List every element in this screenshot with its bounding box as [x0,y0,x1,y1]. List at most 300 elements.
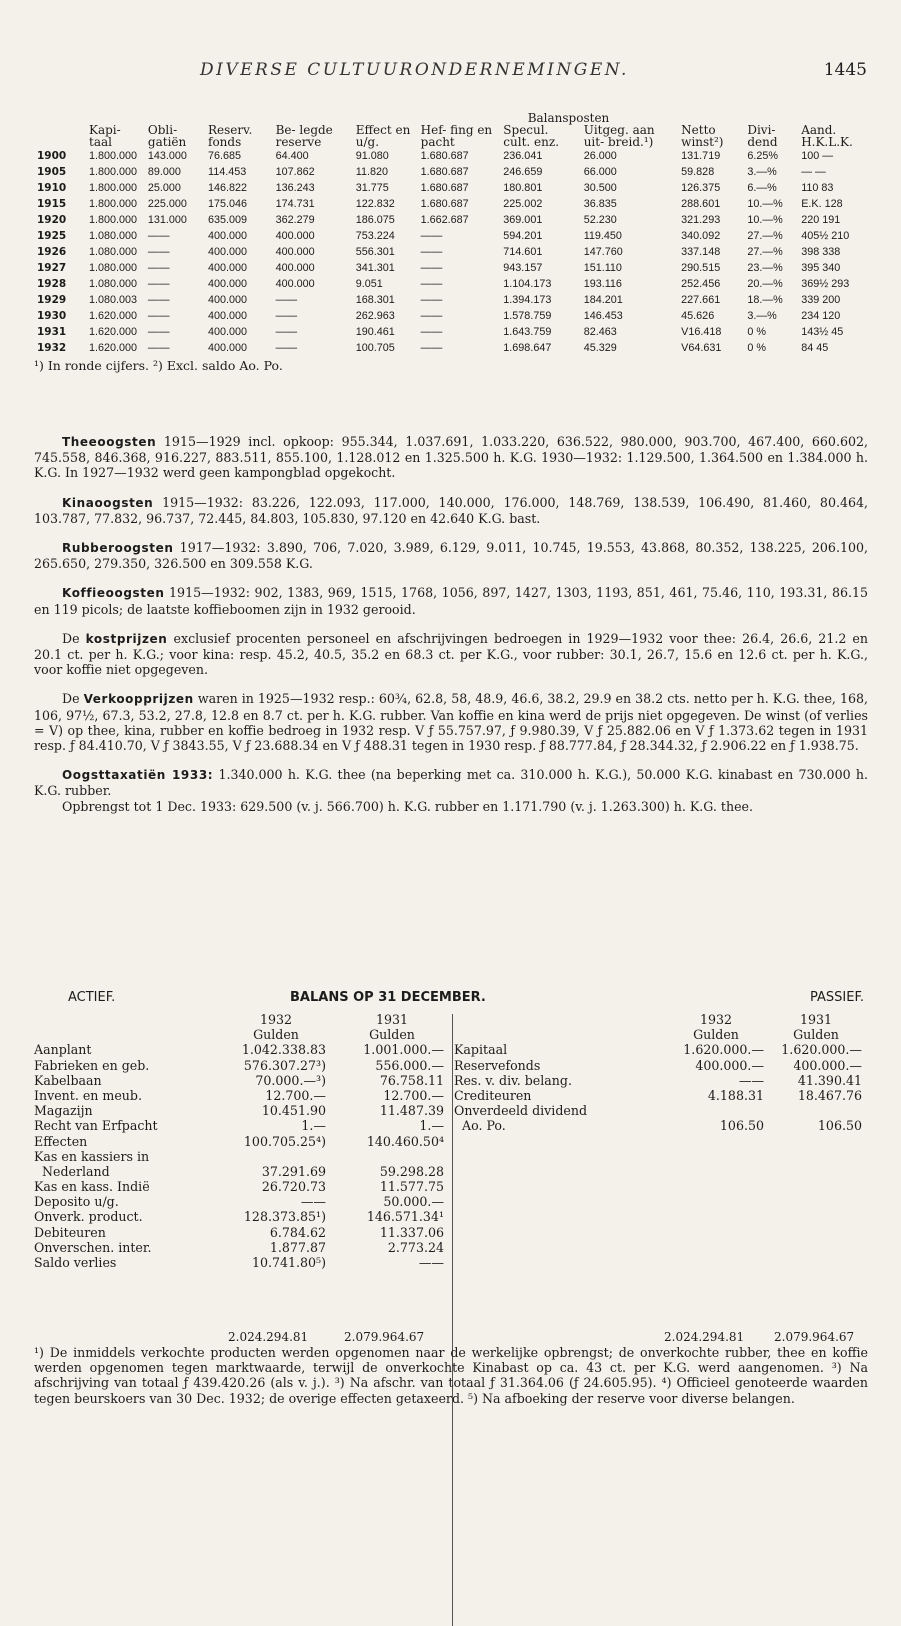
value-1931: 140.460.50⁴ [366,1133,444,1149]
year-cell: 1930 [37,310,67,322]
value-cell: —— [420,310,443,322]
year-cell: 1920 [37,214,67,226]
value-cell: 45.329 [583,342,617,354]
value-cell: 143.000 [147,150,187,162]
table-row [34,292,874,308]
unit-label: Gulden [693,1027,739,1043]
value-cell: 1.800.000 [89,166,138,178]
year-cell: 1905 [37,166,67,178]
column-header: Kapi- taal [89,123,121,149]
value-1931: 41.390.41 [797,1072,862,1088]
value-cell: 246.659 [503,166,543,178]
value-cell: 400.000 [208,326,248,338]
balance-item-label: Nederland [34,1163,110,1179]
value-1931: 11.337.06 [379,1224,444,1240]
value-cell: 400.000 [208,342,248,354]
value-1931: 146.571.34¹ [366,1209,444,1225]
balance-row [34,1103,450,1118]
value-cell: 1.080.000 [89,262,138,274]
paragraph-keyword: kostprijzen [85,631,168,646]
value-cell: 1.643.759 [503,326,552,338]
year-1931: 1931 [799,1012,833,1027]
paragraph [34,495,868,526]
column-header: Effect en u/g. [355,123,411,149]
paragraph-text: waren in 1925—1932 resp.: 60¾, 62.8, 58, 48.9, 46.6, 38.2, 29.9 en 38.2 cts. netto per h. K.G. thee, 168, 106, 97½, 67.3, 53.2, 27.8, 12.8 en 8.7 ct. per h. K.G. rubber. Van koffie en kina werd de prijs niet opgegeven. De winst (of verlies = V) op thee, kina, rubber en koffie bedroeg in 1932 resp. V ƒ 55.757.97, ƒ 9.980.39, V ƒ 25.882.06 en V ƒ 1.373.62 tegen in 1931 resp. ƒ 84.410.70, V ƒ 3843.55, V ƒ 23.688.34 en V ƒ 488.31 tegen in 1930 resp. ƒ 88.777.84, ƒ 28.344.32, ƒ 2.906.22 en ƒ 1.938.75. [34,691,868,754]
value-cell: 1.800.000 [89,198,138,210]
value-cell: 227.661 [681,294,721,306]
value-cell: 288.601 [681,198,721,210]
value-1931: 1.001.000.— [363,1042,444,1058]
value-cell: 6.—% [747,182,777,194]
value-cell: 6.25% [747,150,778,162]
paragraph-keyword: Verkoopprijzen [83,692,194,707]
value-cell: 10.—% [747,198,783,210]
column-header: Specul. cult. enz. [503,123,560,149]
value-1932: 1.620.000.— [683,1042,764,1058]
value-cell: 45.626 [681,310,715,322]
page-header [0,60,901,84]
value-cell: 180.801 [503,182,543,194]
value-cell: 23.—% [747,262,783,274]
value-cell: —— [147,342,170,354]
value-1932: 400.000.— [695,1057,764,1073]
value-cell: 337.148 [681,246,721,258]
balance-row [34,1209,450,1224]
value-1931: 11.577.75 [379,1179,444,1195]
value-1932: 6.784.62 [269,1224,326,1240]
value-cell: 3.—% [747,310,777,322]
value-cell: 9.051 [355,278,383,290]
value-cell: 1.104.173 [503,278,552,290]
value-cell: 66.000 [583,166,617,178]
balance-row [34,1088,450,1103]
value-cell: 100 — [801,150,833,162]
paragraph-extra: Opbrengst tot 1 Dec. 1933: 629.500 (v. j. 566.700) h. K.G. rubber en 1.171.790 (v. j. 1.263.300) h. K.G. thee. [62,798,754,814]
value-cell: 107.862 [275,166,315,178]
year-cell: 1927 [37,262,67,274]
year-cell: 1926 [37,246,67,258]
value-cell: 362.279 [275,214,315,226]
paragraph-text: 1915—1932: 83.226, 122.093, 117.000, 140.000, 176.000, 148.769, 138.539, 106.490, 81.460, 80.464, 103.787, 77.832, 96.737, 72.445, 84.803, 105.830, 97.120 en 42.640 K.G. bast. [34,494,868,526]
value-cell: 126.375 [681,182,721,194]
value-cell: 52.230 [583,214,617,226]
balance-item-label: Saldo verlies [34,1255,117,1270]
value-cell: 143½ 45 [801,326,844,338]
paragraph-keyword: Theeoogsten [62,435,157,449]
column-header: Netto winst²) [681,123,724,149]
value-cell: 400.000 [275,278,315,290]
value-cell: 1.680.687 [420,150,469,162]
value-cell: 30.500 [583,182,617,194]
value-cell: 1.578.759 [503,310,552,322]
value-cell: 64.400 [275,150,309,162]
value-cell: 1.680.687 [420,166,469,178]
value-cell: 20.—% [747,278,783,290]
unit-header-row [34,1027,450,1042]
column-header: Divi- dend [747,123,778,149]
year-cell: 1915 [37,198,67,210]
year-cell: 1900 [37,150,67,162]
paragraph-text: 1.340.000 h. K.G. thee (na beperking met ca. 310.000 h. K.G.), 50.000 K.G. kinabast en 730.000 h. K.G. rubber. [34,767,868,799]
value-1931: 76.758.11 [379,1072,444,1088]
balance-row [34,1255,450,1270]
column-header: Reserv. fonds [208,123,253,149]
value-cell: 119.450 [583,230,622,242]
value-cell: 1.698.647 [503,342,552,354]
column-header: Hef- fing en pacht [420,123,493,149]
value-cell: 1.080.000 [89,246,138,258]
value-cell: 369½ 293 [801,278,850,290]
value-1932: 1.877.87 [269,1239,326,1255]
value-cell: 1.080.003 [89,294,138,306]
value-cell: —— [147,230,170,242]
value-cell: V64.631 [681,342,722,354]
value-cell: 1.394.173 [503,294,552,306]
value-cell: 0 % [747,326,766,338]
value-cell: —— [275,294,298,306]
value-cell: 1.680.687 [420,182,469,194]
value-cell: 225.000 [147,198,187,210]
value-cell: 594.201 [503,230,543,242]
table-row [34,324,874,340]
value-cell: —— [420,230,443,242]
passief-label: PASSIEF. [810,990,864,1005]
value-cell: 395 340 [801,262,841,274]
value-1932: 37.291.69 [261,1163,326,1179]
value-cell: 146.822 [208,182,248,194]
value-cell: 36.835 [583,198,617,210]
value-cell: —— [420,294,443,306]
value-cell: 26.000 [583,150,617,162]
total-actief-1932: 2.024.294.81 [228,1330,309,1344]
year-header-row [454,1012,868,1027]
balance-item-label: Res. v. div. belang. [454,1072,572,1088]
value-cell: 0 % [747,342,766,354]
value-cell: 10.—% [747,214,783,226]
value-cell: 1.080.000 [89,230,138,242]
year-1932: 1932 [259,1012,293,1027]
balance-row [34,1164,450,1179]
paragraph-text: 1917—1932: 3.890, 706, 7.020, 3.989, 6.129, 9.011, 10.745, 19.553, 43.868, 80.352, 138.225, 206.100, 265.650, 279.350, 326.500 en 309.558 K.G. [34,540,868,572]
table-row [34,276,874,292]
value-1932: 26.720.73 [261,1179,326,1195]
value-cell: 136.243 [275,182,315,194]
column-header [34,124,86,148]
value-cell: 252.456 [681,278,721,290]
value-cell: 236.041 [503,150,543,162]
value-cell: 398 338 [801,246,841,258]
balance-item-label: Reservefonds [454,1057,541,1073]
table-row [34,180,874,196]
value-cell: —— [275,342,298,354]
balance-item-label: Recht van Erfpacht [34,1118,158,1134]
value-cell: 340.092 [681,230,721,242]
value-1931: 12.700.— [383,1087,444,1103]
year-cell: 1929 [37,294,67,306]
value-1931: 50.000.— [383,1194,444,1210]
value-cell: —— [420,262,443,274]
value-cell: 1.620.000 [89,342,138,354]
running-title: DIVERSE CULTUURONDERNEMINGEN. [200,60,629,80]
balance-row [34,1240,450,1255]
actief-label: ACTIEF. [68,990,116,1005]
value-cell: E.K. 128 [801,198,843,210]
value-cell: 400.000 [208,262,248,274]
balance-item-label: Fabrieken en geb. [34,1057,150,1073]
year-cell: 1928 [37,278,67,290]
value-cell: —— [147,278,170,290]
page-number: 1445 [823,60,867,80]
value-cell: 1.620.000 [89,310,138,322]
balance-row [34,1149,450,1164]
group-header: Balansposten [527,111,610,125]
value-cell: 91.080 [355,150,389,162]
value-cell: 89.000 [147,166,181,178]
value-cell: 341.301 [355,262,395,274]
balance-item-label: Onverschen. inter. [34,1239,152,1255]
value-cell: —— [420,246,443,258]
value-cell: —— [275,310,298,322]
value-cell: 1.800.000 [89,182,138,194]
value-cell: 220 191 [801,214,841,226]
value-cell: 114.453 [208,166,247,178]
paragraph-keyword: Rubberoogsten [62,541,174,556]
table-row [34,212,874,228]
balance-row [454,1088,868,1103]
value-1932: 100.705.25⁴) [243,1133,326,1149]
balance-item-label: Crediteuren [454,1087,532,1103]
value-1931: 556.000.— [375,1057,444,1073]
value-cell: 186.075 [355,214,395,226]
paragraph [34,691,868,753]
value-cell: —— [275,326,298,338]
value-1932: 106.50 [719,1118,764,1134]
value-cell: —— [147,294,170,306]
value-cell: 369.001 [503,214,543,226]
value-1932: —— [300,1194,326,1210]
year-cell: 1910 [37,182,67,194]
value-1932: 1.042.338.83 [241,1042,326,1058]
value-cell: 262.963 [355,310,395,322]
value-cell: 76.685 [208,150,242,162]
balance-item-label: Debiteuren [34,1224,106,1240]
value-cell: 147.760 [583,246,623,258]
value-cell: —— [147,326,170,338]
value-cell: 290.515 [681,262,721,274]
value-cell: 168.301 [355,294,395,306]
value-cell: 339 200 [801,294,841,306]
value-cell: 18.—% [747,294,783,306]
value-cell: —— [420,278,443,290]
value-cell: 174.731 [275,198,315,210]
balance-title: BALANS OP 31 DECEMBER. [290,990,486,1005]
value-cell: 943.157 [503,262,543,274]
balance-item-label: Kapitaal [454,1042,508,1058]
paragraph-text: 1915—1932: 902, 1383, 969, 1515, 1768, 1056, 897, 1427, 1303, 1193, 851, 461, 75.46, 110, 193.31, 86.15 en 119 picols; de laatste koffieboomen zijn in 1932 gerooid. [34,585,868,617]
value-1932: 12.700.— [265,1087,326,1103]
value-cell: 175.046 [208,198,248,210]
value-cell: 400.000 [208,294,248,306]
paragraph-keyword: Koffieoogsten [62,586,165,601]
balance-item-label: Aanplant [34,1042,92,1058]
value-cell: — — [801,166,826,178]
value-1932: 70.000.—³) [255,1072,326,1088]
balance-row [34,1118,450,1133]
value-cell: 405½ 210 [801,230,850,242]
table-row [34,244,874,260]
paragraph [34,434,868,481]
balance-row [34,1134,450,1149]
value-cell: 100.705 [355,342,395,354]
paragraph [34,767,868,814]
table-row [34,260,874,276]
value-1932: 10.451.90 [261,1103,326,1119]
value-1932: 128.373.85¹) [243,1209,326,1225]
actief-column [34,1012,450,1270]
balance-item-label: Onverdeeld dividend [454,1103,588,1119]
table-footnote: ¹) In ronde cijfers. ²) Excl. saldo Ao. Po. [34,358,283,373]
value-cell: 1.662.687 [420,214,469,226]
value-1932: 576.307.27³) [243,1057,326,1073]
value-1931: 400.000.— [793,1057,862,1073]
value-cell: 400.000 [208,310,248,322]
table-row [34,340,874,356]
table-row [34,228,874,244]
balance-item-label: Magazijn [34,1103,93,1119]
value-cell: 131.000 [147,214,187,226]
paragraph-text: exclusief procenten personeel en afschrijvingen bedroegen in 1929—1932 voor thee: 26.4, 26.6, 21.2 en 20.1 ct. per h. K.G.; voor kina: resp. 45.2, 40.5, 35.2 en 68.3 ct. per K.G., voor rubber: 30.1, 26.7, 15.6 en 12.6 ct. per h. K.G., voor koffie niet opgegeven. [34,630,868,678]
balance-totals [34,1330,868,1346]
value-cell: 635.009 [208,214,248,226]
value-1931: 106.50 [817,1118,862,1134]
value-cell: 556.301 [355,246,395,258]
value-cell: 400.000 [208,230,248,242]
balance-row [34,1058,450,1073]
paragraph [34,540,868,571]
value-1931: —— [418,1255,444,1270]
value-1931: 1.— [419,1118,444,1134]
value-cell: 321.293 [681,214,721,226]
harvest-paragraphs [34,434,868,828]
paragraph [34,631,868,678]
column-header: Be- legde reserve [275,123,333,149]
balance-item-label: Effecten [34,1133,88,1149]
year-header-row [34,1012,450,1027]
paragraph-keyword: Kinaoogsten [62,495,154,510]
value-cell: 146.453 [583,310,623,322]
balance-item-label: Invent. en meub. [34,1087,142,1103]
unit-label: Gulden [369,1027,415,1043]
value-cell: —— [147,246,170,258]
paragraph-lead: De [62,691,84,707]
value-1932: 4.188.31 [707,1087,764,1103]
value-cell: 753.224 [355,230,395,242]
balance-row [34,1042,450,1057]
balance-row [454,1103,868,1118]
balance-item-label: Onverk. product. [34,1209,143,1225]
value-cell: 193.116 [583,278,622,290]
value-cell: 151.110 [583,262,622,274]
balance-item-label: Kas en kass. Indië [34,1179,150,1195]
value-cell: 400.000 [275,230,315,242]
value-cell: 59.828 [681,166,715,178]
balance-item-label: Deposito u/g. [34,1194,119,1210]
paragraph-text: 1915—1929 incl. opkoop: 955.344, 1.037.691, 1.033.220, 636.522, 980.000, 903.700, 467.400, 660.602, 745.558, 846.368, 916.227, 883.511, 855.100, 1.128.012 en 1.325.500 h. K.G. 1930—1932: 1.129.500, 1.364.500 en 1.384.000 h. K.G. In 1927—1932 werd geen kampongblad opgekocht. [34,434,868,481]
value-cell: 11.820 [355,166,388,178]
table-row [34,308,874,324]
value-cell: 714.601 [503,246,543,258]
value-cell: 1.080.000 [89,278,138,290]
value-cell: 225.002 [503,198,543,210]
balance-row [34,1073,450,1088]
statistics-table [34,112,874,373]
value-1931: 11.487.39 [379,1103,444,1119]
value-1931: 18.467.76 [797,1087,862,1103]
value-cell: 31.775 [355,182,389,194]
year-cell: 1931 [37,326,67,338]
year-1931: 1931 [375,1012,409,1027]
balance-item-label: Ao. Po. [454,1118,506,1134]
value-cell: —— [147,310,170,322]
value-cell: —— [420,342,443,354]
value-cell: 184.201 [583,294,623,306]
value-cell: 122.832 [355,198,395,210]
balance-row [454,1058,868,1073]
column-header: Obli- gatiën [147,123,187,149]
value-1931: 2.773.24 [387,1239,444,1255]
value-1932: 10.741.80⁵) [251,1255,326,1270]
table-row [34,148,874,164]
table-row [34,196,874,212]
balance-row [34,1179,450,1194]
value-cell: 400.000 [275,246,315,258]
value-cell: 25.000 [147,182,181,194]
value-cell: 82.463 [583,326,617,338]
year-1932: 1932 [699,1012,733,1027]
column-header: Aand. H.K.L.K. [801,123,853,149]
value-cell: —— [147,262,170,274]
value-cell: 1.800.000 [89,150,138,162]
value-cell: 131.719 [681,150,721,162]
balance-header [34,990,868,1008]
value-cell: 234 120 [801,310,841,322]
total-passief-1931: 2.079.964.67 [774,1330,855,1344]
balance-row [454,1073,868,1088]
unit-label: Gulden [253,1027,299,1043]
value-cell: 400.000 [208,246,248,258]
column-divider [452,1014,453,1626]
total-actief-1931: 2.079.964.67 [344,1330,425,1344]
balance-row [454,1118,868,1133]
unit-header-row [454,1027,868,1042]
value-cell: 400.000 [275,262,315,274]
paragraph [34,585,868,616]
year-cell: 1932 [37,342,67,354]
value-cell: 1.620.000 [89,326,138,338]
value-1932: 1.— [301,1118,326,1134]
paragraph-keyword: Oogsttaxatiën 1933: [62,768,214,783]
balance-item-label: Kas en kassiers in [34,1148,150,1164]
balance-item-label: Kabelbaan [34,1072,102,1088]
year-cell: 1925 [37,230,67,242]
value-cell: 400.000 [208,278,248,290]
value-1931: 59.298.28 [379,1163,444,1179]
passief-column [454,1012,868,1134]
balance-row [34,1225,450,1240]
column-header: Uitgeg. aan uit- breid.¹) [583,123,655,149]
paragraph-lead: De [62,630,86,646]
value-cell: 3.—% [747,166,777,178]
